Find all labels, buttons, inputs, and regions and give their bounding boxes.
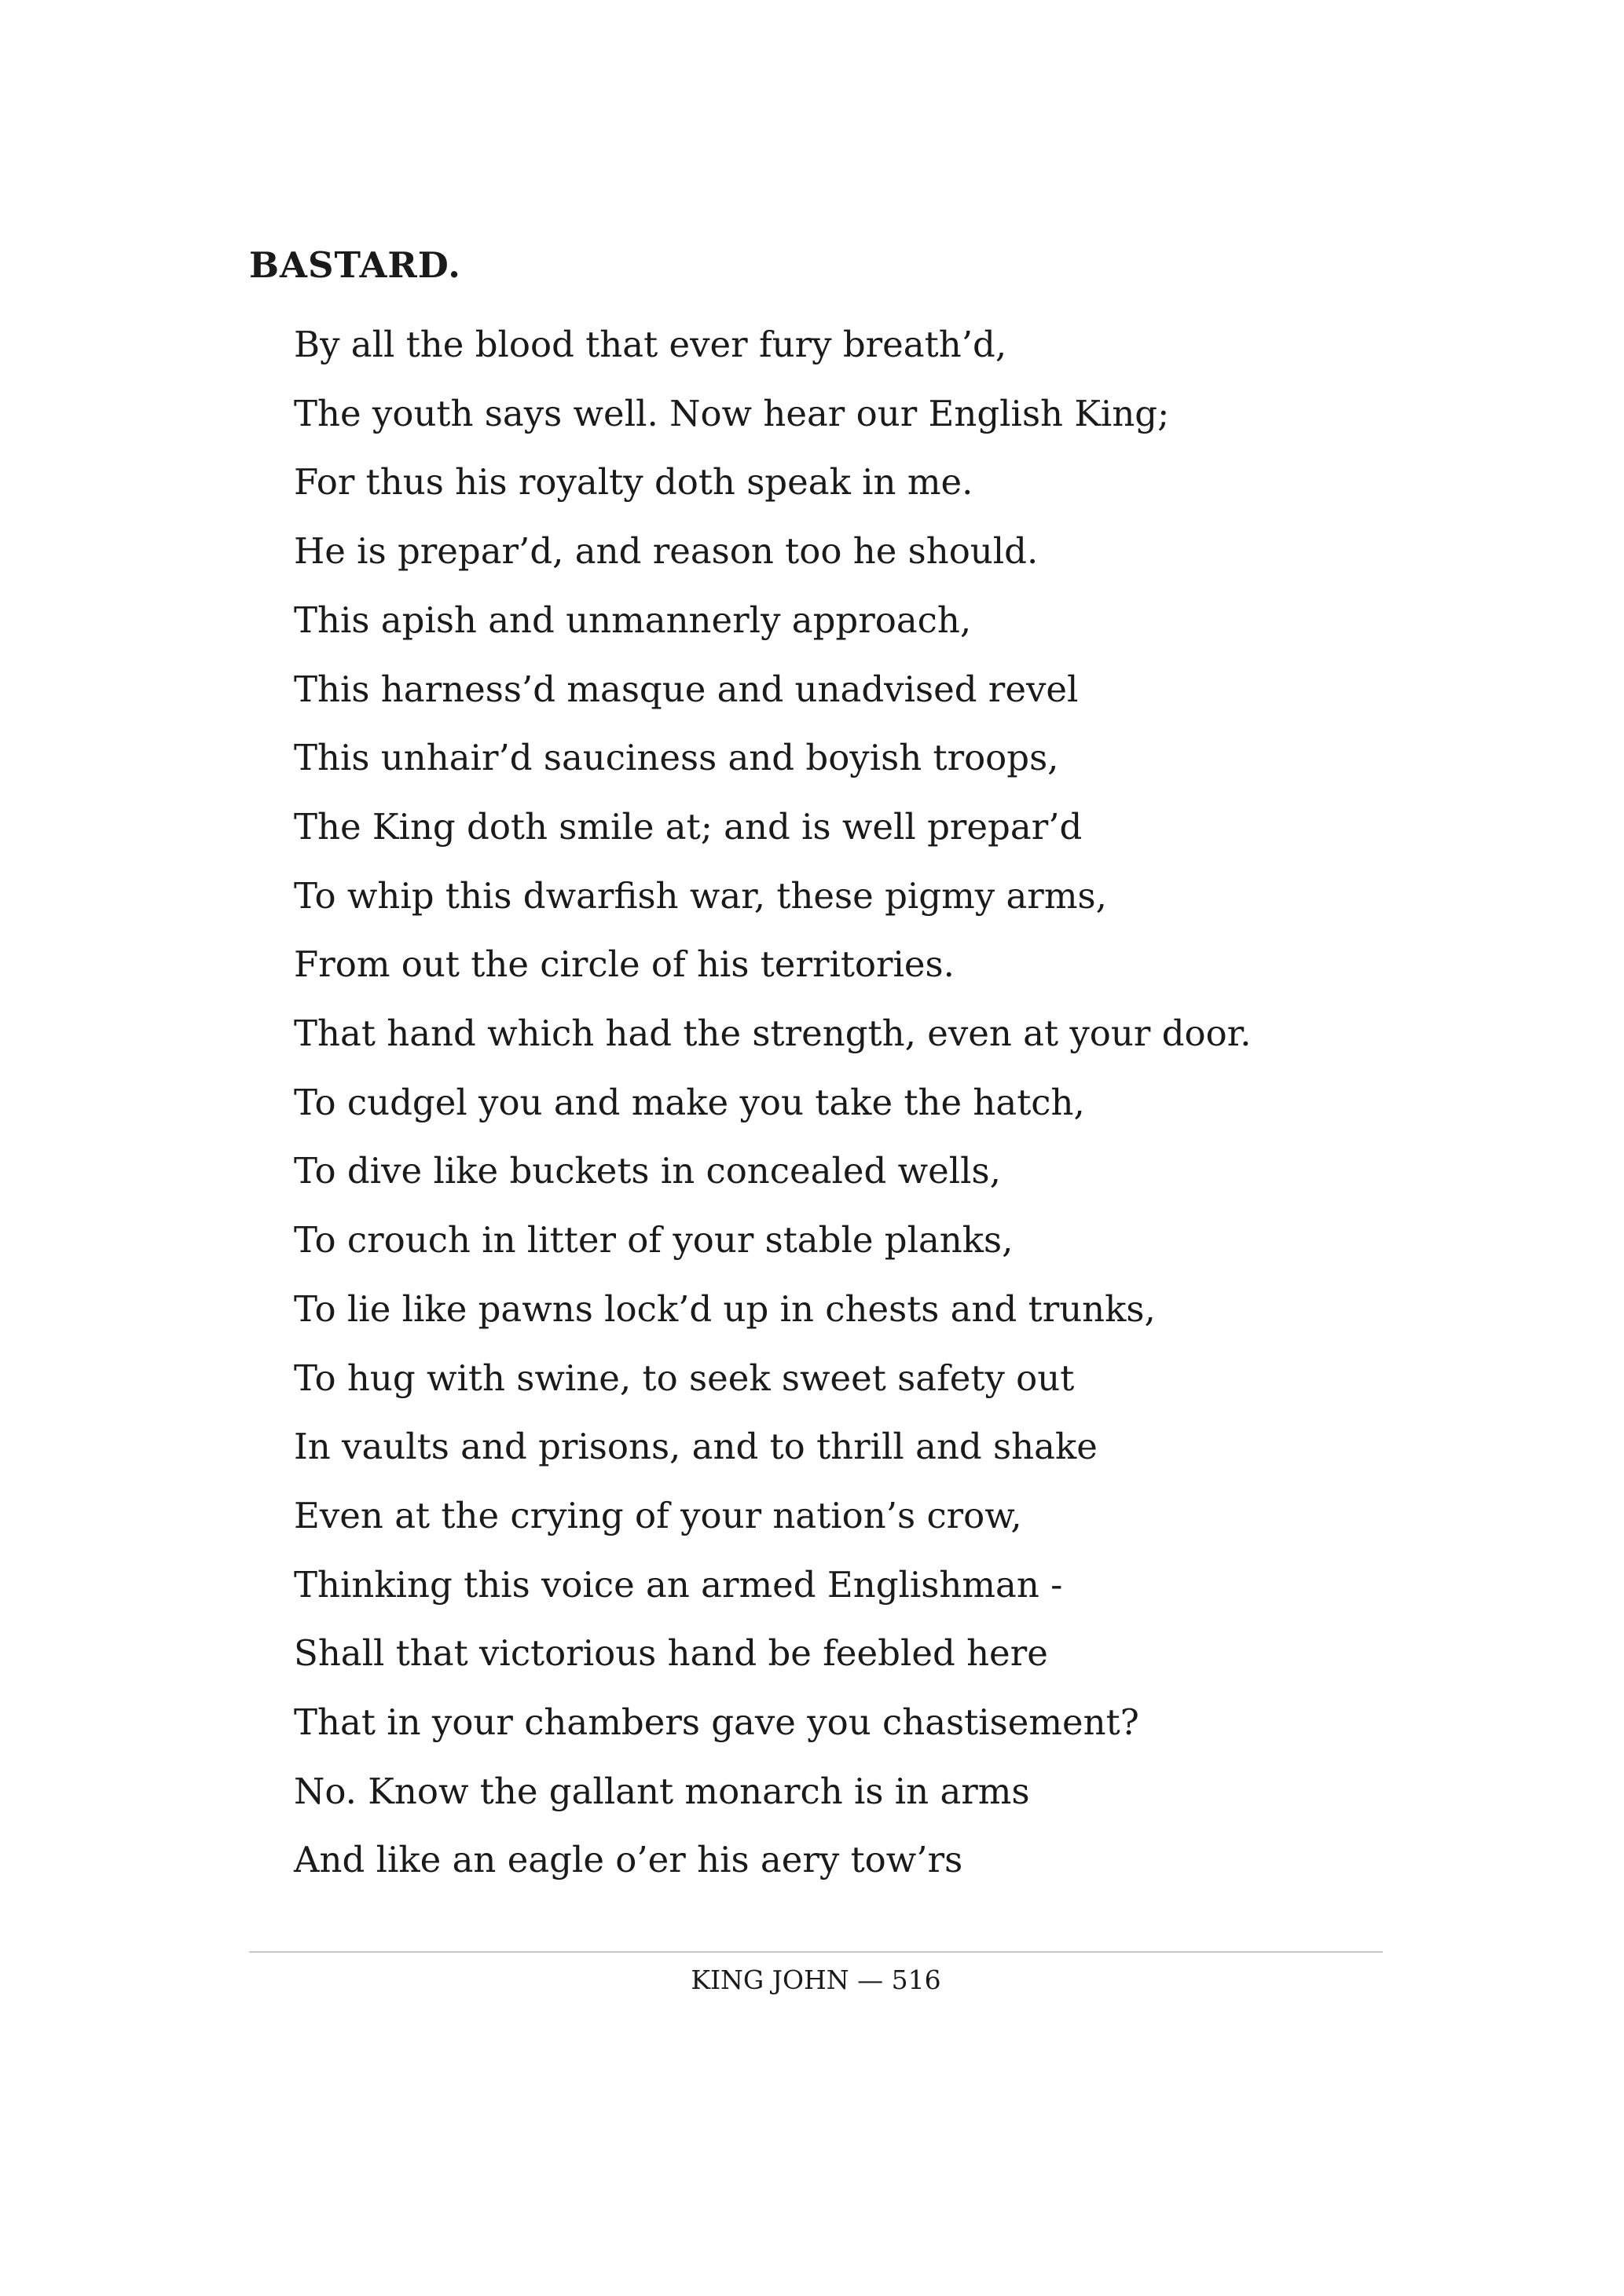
- verse-line: To dive like buckets in concealed wells,: [294, 1150, 1001, 1192]
- page-footer: KING JOHN — 516: [691, 1965, 941, 1995]
- verse-line: That in your chambers gave you chastisement?: [294, 1701, 1139, 1744]
- footer-divider: [249, 1951, 1383, 1953]
- verse-line: By all the blood that ever fury breath’d,: [294, 324, 1007, 365]
- verse-line: This harness’d masque and unadvised revel: [294, 668, 1079, 710]
- verse-line: This apish and unmannerly approach,: [294, 599, 972, 641]
- verse-line: The King doth smile at; and is well prepar’d: [294, 805, 1083, 848]
- verse-line: To cudgel you and make you take the hatch,: [294, 1081, 1085, 1123]
- verse-line: And like an eagle o’er his aery tow’rs: [294, 1839, 963, 1881]
- verse-line: To lie like pawns lock’d up in chests and trunks,: [294, 1287, 1156, 1330]
- verse-line: To crouch in litter of your stable planks,: [294, 1219, 1014, 1262]
- verse-line: He is prepar’d, and reason too he should.: [294, 530, 1039, 573]
- verse-line: This unhair’d sauciness and boyish troops,: [294, 737, 1059, 779]
- verse-line: No. Know the gallant monarch is in arms: [294, 1770, 1030, 1812]
- verse-line: In vaults and prisons, and to thrill and shake: [294, 1426, 1098, 1468]
- verse-line: Even at the crying of your nation’s crow,: [294, 1494, 1022, 1536]
- verse-lines: [294, 310, 1252, 1895]
- verse-line: To whip this dwarfish war, these pigmy arms,: [294, 874, 1107, 917]
- verse-line: Thinking this voice an armed Englishman -: [294, 1563, 1063, 1606]
- verse-line: For thus his royalty doth speak in me.: [294, 461, 973, 504]
- verse-line: That hand which had the strength, even at your door.: [294, 1013, 1252, 1055]
- speaker-name: BASTARD.: [249, 244, 461, 286]
- verse-line: From out the circle of his territories.: [294, 943, 955, 986]
- verse-line: Shall that victorious hand be feebled here: [294, 1632, 1048, 1675]
- verse-line: To hug with swine, to seek sweet safety out: [294, 1357, 1075, 1399]
- verse-line: The youth says well. Now hear our English King;: [294, 392, 1170, 434]
